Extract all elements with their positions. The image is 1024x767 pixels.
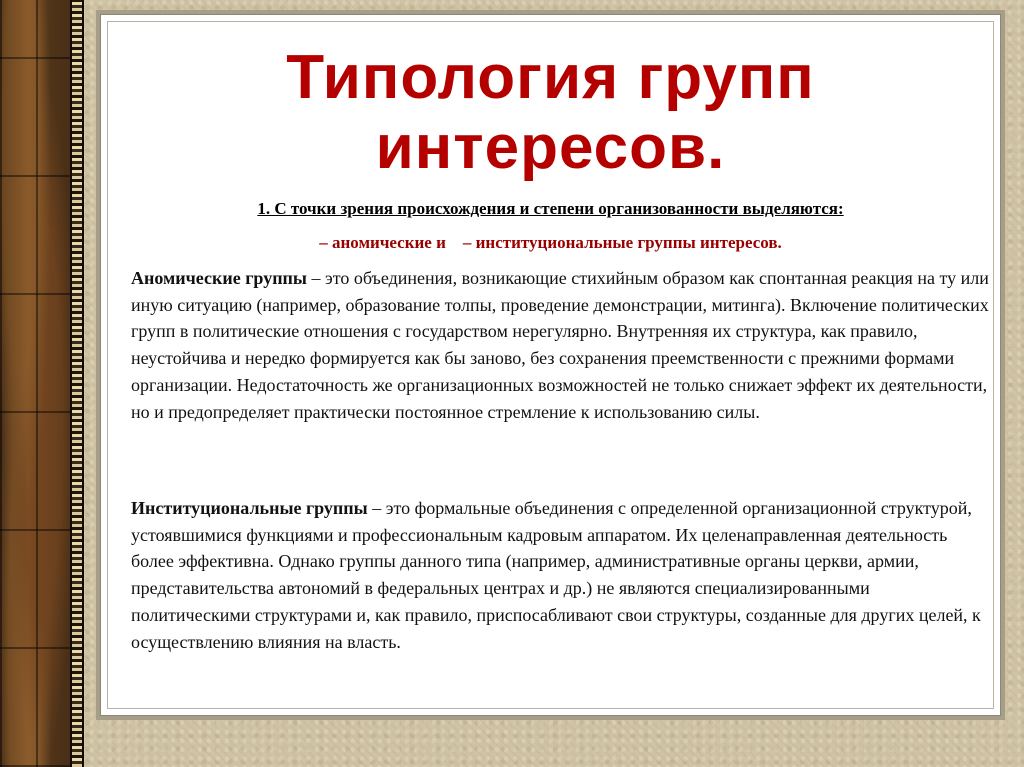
anomic-groups-text: – это объединения, возникающие стихийным образом как спонтанная реакция на ту или иную ситуацию (например, образование толпы, проведение демонстрации, митинга). Включение политических групп в политические отношения с государством нерегулярно. Внутренняя их структура, как правило, неустойчива и нередко формируется как бы заново, без сохранения преемственности с прежними формами организации. Недостаточность же организационных возможностей не только снижает эффект их деятельности, но и предопределяет практически постоянное стремление к использованию силы.	[131, 268, 989, 422]
group-kinds-line: – аномические и – институциональные группы интересов.	[319, 233, 782, 252]
institutional-groups-text: – это формальные объединения с определенной организационной структурой, устоявшимися функциями и профессиональным кадровым аппаратом. Их целенаправленная деятельность более эффективна. Однако группы данного типа (например, административные органы церкви, армии, представительства автономий в федеральных центрах и др.) не являются специализированными политическими структурами и, как правило, приспосабливают свои структуры, созданные для других целей, к осуществлению влияния на власть.	[131, 498, 981, 652]
slide-frame	[96, 10, 1005, 720]
decorative-left-strip	[0, 0, 70, 767]
slide-card	[100, 14, 1001, 716]
anomic-groups-term: Аномические группы	[131, 268, 307, 288]
title-line-1: Типология групп	[286, 43, 815, 112]
decorative-chain-border	[70, 0, 84, 767]
classification-heading: 1. С точки зрения происхождения и степени организованности выделяются:	[257, 199, 844, 218]
slide-title	[101, 43, 1000, 183]
title-line-2: интересов.	[375, 113, 726, 182]
institutional-groups-term: Институциональные группы	[131, 498, 368, 518]
anomic-groups-paragraph	[131, 265, 991, 425]
institutional-groups-paragraph	[131, 495, 991, 655]
